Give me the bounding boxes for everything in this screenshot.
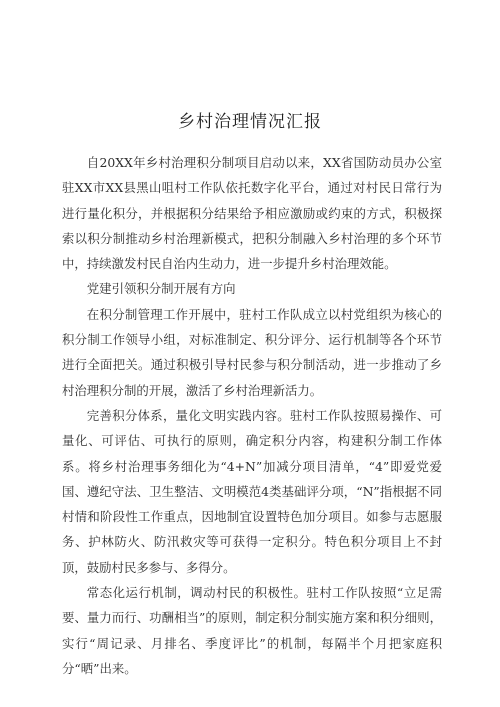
paragraph-party-building: 在积分制管理工作开展中，驻村工作队成立以村党组织为核心的积分制工作领导小组，对标准制定、积分评分、运行机制等各个环节进行全面把关。通过积极引导村民参与积分制活动，进一步推动了乡村治理积分制的开展，激活了乡村治理新活力。 — [62, 306, 442, 398]
paragraph-intro: 自20XX年乡村治理积分制项目启动以来，XX省国防动员办公室驻XX市XX县黑山咀村工作队依托数字化平台，通过对村民日常行为进行量化积分，并根据积分结果给予相应激励或约束的方式，积极探索以积分制推动乡村治理新模式，把积分制融入乡村治理的多个环节中，持续激发村民自治内生动力，进一步提升乡村治理效能。 — [62, 155, 442, 272]
paragraph-points-system: 完善积分体系，量化文明实践内容。驻村工作队按照易操作、可量化、可评估、可执行的原则，确定积分内容，构建积分制工作体系。将乡村治理事务细化为“4+N”加减分项目清单，“4”即爱党爱国、遵纪守法、卫生整洁、文明模范4类基础评分项，“N”指根据不同村情和阶段性工作重点，因地制宜设置特色加分项目。如参与志愿服务、护林防火、防汛救灾等可获得一定积分。特色积分项目上不封顶，鼓励村民多参与、多得分。 — [62, 407, 442, 575]
document-body — [62, 150, 442, 681]
paragraph-operation-mechanism: 常态化运行机制，调动村民的积极性。驻村工作队按照“立足需要、量力而行、功酬相当”的原则，制定积分制实施方案和积分细则，实行“周记录、月排名、季度评比”的机制，每隔半个月把家庭积分“晒”出来。 — [62, 585, 442, 676]
section-heading: 党建引领积分制开展有方向 — [86, 281, 236, 297]
document-title: 乡村治理情况汇报 — [178, 112, 322, 132]
